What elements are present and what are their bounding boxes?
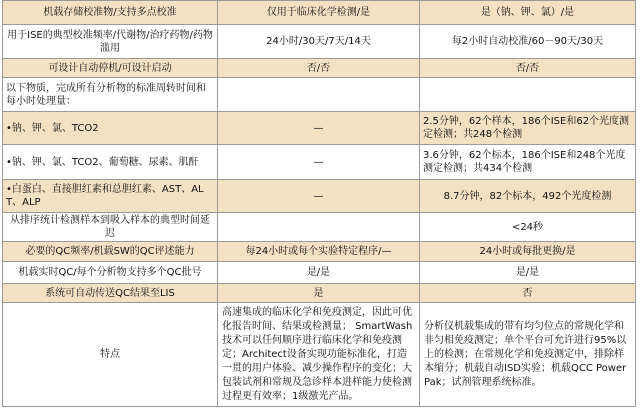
cell-feature: 机载实时QC/每个分析物支持多个QC批号: [3, 262, 218, 284]
table-row: [3, 303, 636, 407]
cell-feature: •钠、钾、氯、TCO2: [3, 112, 218, 145]
cell-system-a: 高速集成的临床化学和免疫测定，因此可优化报告时间、结果或检测量； SmartWash技术可以任何顺序进行临床化学和免疫测定；Architect设备实现功能标准化，打造一贯的用户体验、减少操作程序的变化；大包装试剂和常规及急诊样本进样能力使检测过程更有效率；1级激光产品。: [218, 303, 420, 407]
table-row: [3, 1, 636, 25]
cell-system-a: 是: [218, 284, 420, 303]
table-row: [3, 284, 636, 303]
cell-system-a: 否/否: [218, 59, 420, 78]
cell-system-b: 每2小时自动校准/60－90天/30天: [420, 25, 636, 59]
cell-system-b: 8.7分钟，82个标本，492个光度检测: [420, 180, 636, 213]
cell-system-b: 分析仪机载集成的带有均匀位点的常规化学和非匀相免疫测定；单个平台可允许进行95%以上的检测；在常规化学和免疫测定中，排除样本缩分；机载自动ISD实验；机载QCC PowerPak；试剂管理系统标准。: [420, 303, 636, 407]
table-row: [3, 262, 636, 284]
cell-feature: 用于ISE的典型校准频率/代谢物/治疗药物/药物滥用: [3, 25, 218, 59]
cell-system-b: [420, 78, 636, 112]
cell-system-a: [218, 213, 420, 242]
table-row: [3, 112, 636, 145]
cell-system-a: 每24小时或每个实验特定程序/—: [218, 242, 420, 262]
table-row: [3, 242, 636, 262]
cell-feature: 机载存储校准物/支持多点校准: [3, 1, 218, 25]
cell-system-a: 仅用于临床化学检测/是: [218, 1, 420, 25]
cell-feature: 系统可自动传送QC结果至LIS: [3, 284, 218, 303]
cell-system-b: 否: [420, 284, 636, 303]
table-row: [3, 59, 636, 78]
cell-system-b: 2.5分钟，62个样本，186个ISE和62个光度测定检测；共248个检测: [420, 112, 636, 145]
cell-system-a: 24小时/30天/7天/14天: [218, 25, 420, 59]
cell-feature: 必要的QC频率/机载SW的QC评述能力: [3, 242, 218, 262]
cell-system-a: —: [218, 180, 420, 213]
cell-system-b: 3.6分钟，62个标本，186个ISE和248个光度测定检测；共434个检测: [420, 145, 636, 180]
cell-feature: •白蛋白、直接胆红素和总胆红素、AST、ALT、ALP: [3, 180, 218, 213]
table-row: [3, 145, 636, 180]
table-row: [3, 180, 636, 213]
cell-system-b: 是（钠、钾、氯）/是: [420, 1, 636, 25]
cell-system-b: 否/否: [420, 59, 636, 78]
cell-system-a: [218, 78, 420, 112]
cell-feature: 可设计自动停机/可设计启动: [3, 59, 218, 78]
cell-system-a: —: [218, 112, 420, 145]
cell-feature: 从排序统计检测样本到吸入样本的典型时间延迟: [3, 213, 218, 242]
cell-system-b: 是/是: [420, 262, 636, 284]
cell-system-b: 24小时或每批更换/是: [420, 242, 636, 262]
cell-system-a: —: [218, 145, 420, 180]
table-row: [3, 213, 636, 242]
cell-feature: 以下物质，完成所有分析物的标准周转时间和每小时处理量：: [3, 78, 218, 112]
cell-system-b: <24秒: [420, 213, 636, 242]
cell-feature: •钠、钾、氯、TCO2、葡萄糖、尿素、肌酐: [3, 145, 218, 180]
cell-feature: 特点: [3, 303, 218, 407]
comparison-table: [2, 0, 636, 407]
table-row: [3, 78, 636, 112]
table-row: [3, 25, 636, 59]
cell-system-a: 是/是: [218, 262, 420, 284]
